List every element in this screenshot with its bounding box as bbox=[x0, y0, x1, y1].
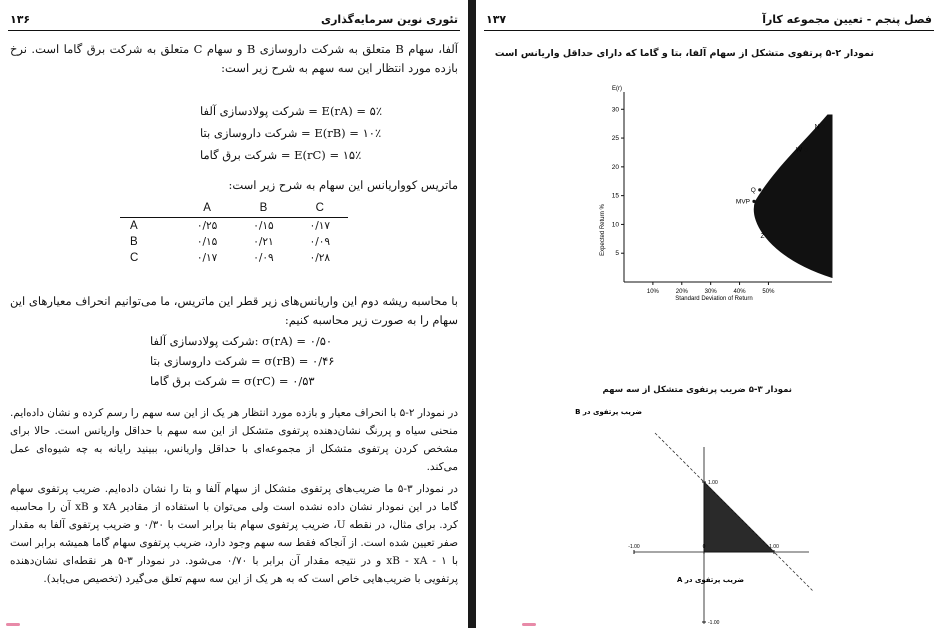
x-tick-label: 20% bbox=[675, 289, 688, 295]
figure1-y-label: Expected Return % bbox=[600, 204, 606, 256]
expected-return-3: ۱۵٪ = E(rC) = شرکت برق گاما bbox=[200, 148, 362, 162]
x-tick-label: 40% bbox=[733, 289, 746, 295]
minimum-variance-region bbox=[754, 115, 832, 277]
y-tick-label: 10 bbox=[611, 221, 619, 229]
table-cell: ۰/۲۸ bbox=[309, 252, 331, 264]
figure2-chart bbox=[476, 404, 942, 624]
column-header: C bbox=[292, 202, 348, 218]
paragraph-2: در نمودار ۳-۵ ما ضریب‌های پرتفوی متشکل از سهام آلفا و بتا را نشان داده‌ایم. ضریب پرتفوی سهام گاما در این نمودار نشان داده نشده است ولی می‌توان با استفاده از مقادیر xA و xB آن را محاسبه کرد. برای مثال، در نقطه U، ضریب پرتفوی سهام بتا برابر است با ۰/۳۰ و ضریب پرتفوی آلفا به مقدار صفر تعیین شده است. از آنجاکه فقط سه سهم وجود دارد، ضریب پرتفوی سهام گاما همیشه برابر است با xB - xA - ۱ و در نتیجه مقدار آن برابر با ۰/۷۰ می‌شود. در نمودار ۳-۵ هر نقطه‌ای نشان‌دهنده پرتفویی با ضریب‌هایی خاص است که به هر یک از این سه سهم تعلق می‌گیرد (تخصیص می‌یابد). bbox=[10, 483, 459, 585]
table-cell: ۰/۱۷ bbox=[309, 220, 331, 232]
left-page-header bbox=[8, 12, 460, 31]
y-tick-label: -1.00 bbox=[708, 620, 720, 624]
table-cell: ۰/۰۹ bbox=[253, 252, 274, 264]
y-tick-label: 5 bbox=[615, 250, 619, 258]
column-header: B bbox=[235, 202, 291, 218]
right-page bbox=[476, 0, 942, 628]
point-label: MVP bbox=[735, 198, 750, 206]
std-dev-1: σ(rA) = ۰/۵۰ :شرکت پولادسازی آلفا bbox=[150, 334, 333, 348]
row-label: A bbox=[130, 220, 138, 232]
table-row bbox=[120, 218, 348, 235]
x-tick-label: 1.00 bbox=[769, 544, 779, 550]
figure2-x-label: ضریب پرتفوی در A bbox=[677, 576, 744, 584]
point-n bbox=[822, 125, 825, 128]
figure1-marks bbox=[736, 115, 832, 277]
covariance-table bbox=[120, 202, 348, 266]
page-marker bbox=[522, 623, 536, 626]
x-tick-label: 10% bbox=[646, 289, 659, 295]
point-q bbox=[758, 188, 761, 191]
table-cell: ۰/۲۵ bbox=[196, 220, 218, 232]
point-label: W bbox=[795, 146, 802, 154]
y-tick-label: 25 bbox=[611, 135, 619, 143]
point-mvp bbox=[752, 200, 755, 203]
left-page-title: تئوری نوین سرمایه‌گذاری bbox=[321, 13, 458, 26]
point-label: N bbox=[814, 123, 820, 131]
covariance-intro: ماتریس کوواریانس این سهام به شرح زیر است: bbox=[228, 178, 458, 192]
figure1-x-label: Standard Deviation of Return bbox=[675, 296, 753, 302]
point-label: Q bbox=[750, 186, 756, 194]
page-marker bbox=[6, 623, 20, 626]
x-tick-label: 0 bbox=[702, 544, 706, 550]
table-corner bbox=[120, 202, 179, 218]
table-row bbox=[120, 234, 348, 250]
page-gutter bbox=[468, 0, 476, 628]
figure2-caption: نمودار ۳-۵ ضریب پرتفوی متشکل از سه سهم bbox=[602, 385, 792, 395]
figure1-y-title: E(r) bbox=[612, 86, 622, 92]
table-cell: ۰/۱۵ bbox=[196, 236, 218, 248]
intro-text: آلفا، سهام B متعلق به شرکت داروسازی B و سهام C متعلق به شرکت برق گاما است. نرخ بازده مورد انتظار این سه سهم به شرح زیر است: bbox=[10, 42, 458, 75]
y-tick-label: 1.00 bbox=[708, 480, 718, 486]
point-label: Z bbox=[760, 232, 765, 240]
point-w bbox=[804, 148, 807, 151]
expected-return-1: ۵٪ = E(rA) = شرکت پولادسازی آلفا bbox=[200, 104, 383, 118]
table-row bbox=[120, 250, 348, 266]
right-page-header bbox=[484, 12, 934, 31]
y-tick-label: 20 bbox=[611, 163, 619, 171]
expected-return-2: ۱۰٪ = E(rB) = شرکت داروسازی بتا bbox=[200, 126, 382, 140]
y-tick-label: 30 bbox=[611, 106, 619, 114]
table-cell: ۰/۲۱ bbox=[253, 236, 274, 248]
figure2-axes bbox=[628, 433, 812, 624]
table-cell: ۰/۱۵ bbox=[253, 220, 274, 232]
x-tick-label: 30% bbox=[704, 289, 717, 295]
stddev-intro: با محاسبه ریشه دوم این واریانس‌های زیر قطر این ماتریس، ما می‌توانیم انحراف معیارهای این سهام را به صورت زیر محاسبه کنیم: bbox=[10, 294, 458, 327]
table-cell: ۰/۱۷ bbox=[196, 252, 218, 264]
row-label: C bbox=[130, 252, 139, 264]
feasible-region-triangle bbox=[704, 482, 774, 552]
right-page-title: فصل پنجم - تعیین مجموعه کارآ bbox=[762, 13, 932, 26]
table-cell: ۰/۰۹ bbox=[309, 236, 331, 248]
budget-line bbox=[655, 433, 813, 591]
row-label: B bbox=[130, 236, 138, 248]
x-tick-label: 50% bbox=[762, 289, 775, 295]
std-dev-2: σ(rB) = ۰/۴۶ = شرکت داروسازی بتا bbox=[150, 354, 335, 368]
figure2-y-label: ضریب پرتفوی در B bbox=[575, 408, 642, 416]
point-z bbox=[767, 234, 770, 237]
paragraph-1: در نمودار ۲-۵ با انحراف معیار و بازده مورد انتظار هر یک از این سه سهم را رسم کرده و نشان داده‌ایم. منحنی سیاه و پررنگ نشان‌دهنده پرتفوی متشکل از این سه سهم با حداقل واریانس است. حالا برای مشخص کردن پرتفوی متشکل از مجموعه‌ای با حداقل واریانس، ببینید رایانه به چه شیوه‌ای عمل می‌کند. bbox=[10, 407, 458, 473]
right-page-number: ۱۳۷ bbox=[486, 13, 507, 26]
y-tick-label: 15 bbox=[611, 192, 619, 200]
left-page bbox=[0, 0, 468, 628]
figure1-caption: نمودار ۲-۵ پرتفوی متشکل از سهام آلفا، بتا و گاما که دارای حداقل واریانس است bbox=[494, 48, 874, 59]
figure1-chart bbox=[476, 80, 942, 320]
x-tick-label: -1.00 bbox=[628, 544, 640, 550]
column-header: A bbox=[179, 202, 235, 218]
std-dev-3: σ(rC) = ۰/۵۳ = شرکت برق گاما bbox=[150, 374, 315, 388]
left-page-number: ۱۳۶ bbox=[10, 13, 31, 26]
